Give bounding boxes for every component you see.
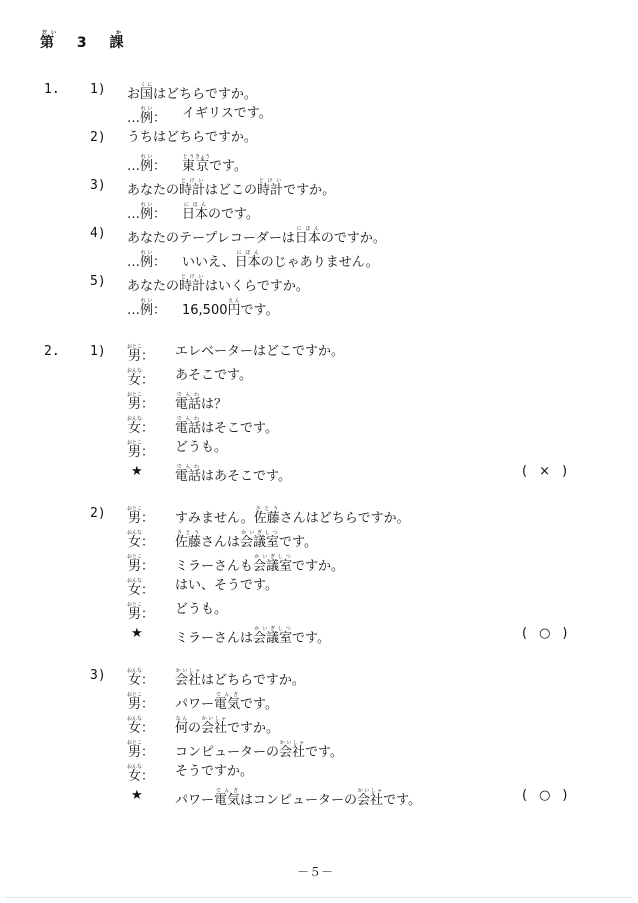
speaker: 女おんな： <box>127 764 155 784</box>
section-2-number: 2. <box>44 344 60 359</box>
dialogue-line: 会社かいしゃはどちらですか。 <box>175 668 305 688</box>
question-number: 3) <box>90 178 106 193</box>
speaker: 男おとこ： <box>127 506 155 526</box>
example-label: …例れい： <box>127 106 167 126</box>
dialogue-line: どうも。 <box>175 602 228 617</box>
speaker: 男おとこ： <box>127 554 155 574</box>
star-icon: ★ <box>131 626 143 641</box>
star-icon: ★ <box>131 788 143 803</box>
question-number: 4) <box>90 226 106 241</box>
speaker: 女おんな： <box>127 716 155 736</box>
answer-box: ( × ) <box>522 464 568 479</box>
answer-box: ( ○ ) <box>522 788 568 803</box>
example-answer: いいえ、日本にほんのじゃありません。 <box>182 250 379 270</box>
speaker: 男おとこ： <box>127 344 155 364</box>
question-text: あなたのテープレコーダーは日本にほんのですか。 <box>127 226 386 246</box>
question-text: あなたの時計とけいはどこの時計とけいですか。 <box>127 178 336 198</box>
question-text: お国くにはどちらですか。 <box>127 82 257 102</box>
example-answer: 16,500円えんです。 <box>182 298 279 318</box>
question-text: あなたの時計とけいはいくらですか。 <box>127 274 309 294</box>
chapter-title: 第だい 3 課か <box>40 30 128 51</box>
dialogue-line: 電話でんわは？ <box>175 392 228 412</box>
statement: 電話でんわはあそこです。 <box>175 464 291 484</box>
page-divider <box>6 897 632 898</box>
example-answer: 東とう京きょうです。 <box>182 154 247 174</box>
example-answer: イギリスです。 <box>182 106 272 121</box>
speaker: 男おとこ： <box>127 392 155 412</box>
dialogue-line: エレベーターはどこですか。 <box>175 344 345 359</box>
example-answer: 日本にほんのです。 <box>182 202 259 222</box>
question-number: 5) <box>90 274 106 289</box>
dialogue-line: すみません。佐藤さとうさんはどちらですか。 <box>175 506 410 526</box>
question-number: 1) <box>90 82 106 97</box>
dialogue-line: あそこです。 <box>175 368 252 383</box>
dialogue-number: 1) <box>90 344 106 359</box>
speaker: 女おんな： <box>127 578 155 598</box>
dialogue-line: どうも。 <box>175 440 228 455</box>
speaker: 女おんな： <box>127 530 155 550</box>
answer-mark: ○ <box>539 626 551 641</box>
answer-box: ( ○ ) <box>522 626 568 641</box>
speaker: 女おんな： <box>127 368 155 388</box>
star-icon: ★ <box>131 464 143 479</box>
answer-mark: ○ <box>539 788 551 803</box>
dialogue-line: 佐藤さとうさんは会議室かいぎしつです。 <box>175 530 318 550</box>
question-number: 2) <box>90 130 106 145</box>
speaker: 男おとこ： <box>127 440 155 460</box>
dialogue-line: はい、そうです。 <box>175 578 278 593</box>
example-label: …例れい： <box>127 298 167 318</box>
dialogue-number: 3) <box>90 668 106 683</box>
page-number: －５－ <box>297 865 334 879</box>
dialogue-line: コンピューターの会社かいしゃです。 <box>175 740 343 760</box>
dialogue-line: そうですか。 <box>175 764 254 779</box>
dialogue-line: ミラーさんも会議室かいぎしつですか。 <box>175 554 345 574</box>
answer-mark: × <box>539 464 550 479</box>
speaker: 女おんな： <box>127 416 155 436</box>
dialogue-line: 電話でんわはそこです。 <box>175 416 278 436</box>
speaker: 男おとこ： <box>127 692 155 712</box>
example-label: …例れい： <box>127 250 167 270</box>
speaker: 男おとこ： <box>127 740 155 760</box>
dialogue-line: 何なんの会社かいしゃですか。 <box>175 716 280 736</box>
section-1-number: 1. <box>44 82 60 97</box>
statement: パワー電気でんきはコンピューターの会社かいしゃです。 <box>175 788 422 808</box>
dialogue-line: パワー電気でんきです。 <box>175 692 278 712</box>
dialogue-number: 2) <box>90 506 106 521</box>
statement: ミラーさんは会議室かいぎしつです。 <box>175 626 330 646</box>
example-label: …例れい： <box>127 202 167 222</box>
speaker: 女おんな： <box>127 668 155 688</box>
speaker: 男おとこ： <box>127 602 155 622</box>
example-label: …例れい： <box>127 154 167 174</box>
question-text: うちはどちらですか。 <box>127 130 257 145</box>
